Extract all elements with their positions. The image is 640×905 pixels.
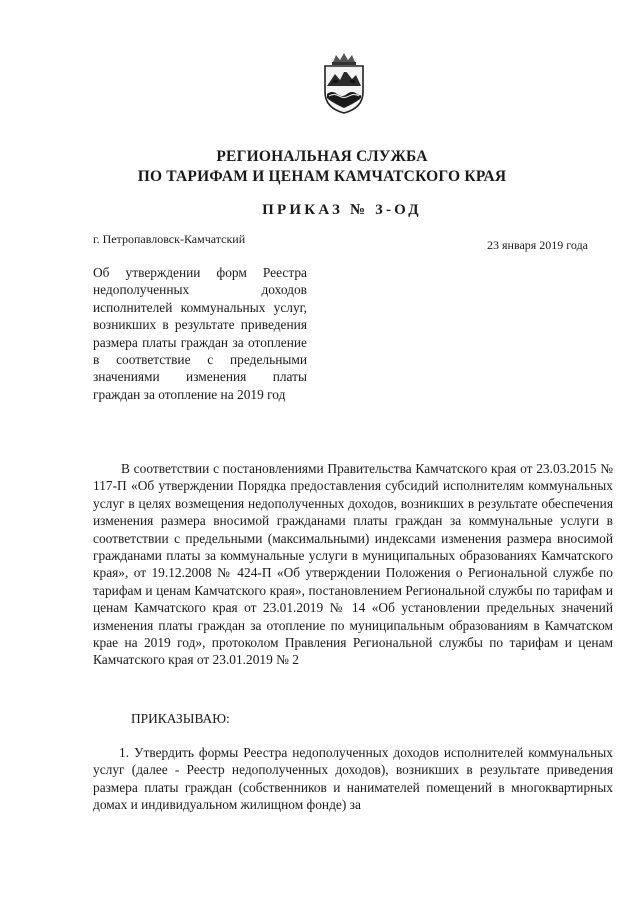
preamble-paragraph: В соответствии с постановлениями Правительства Камчатского края от 23.03.2015 № 117-П «Об утверждении Порядка предоставления субсидий исполнителям коммунальных услуг в целях возмещения недополученных доходов, возникших в результате обеспечения изменения размера вносимой гражданами платы граждан за коммунальные услуги в соответствии с предельными (максимальными) индексами изменения размера вносимой гражданами платы за коммунальные услуги в муниципальных образованиях Камчатского края», от 19.12.2008 № 424-П «Об утверждении Положения о Региональной службе по тарифам и ценам Камчатского края», постановлением Региональной службы по тарифам и ценам Камчатского края от 23.01.2019 № 14 «Об установлении предельных значений изменения платы граждан за отопление по муниципальным образованиям в Камчатском крае на 2019 год», протоколом Правления Региональной службы по тарифам и ценам Камчатского края от 23.01.2019 № 2 (93, 461, 613, 668)
date-label: 23 января 2019 года (487, 238, 589, 252)
order-item-1: 1. Утвердить формы Реестра недополученных доходов исполнителей коммунальных услуг (далее - Реестр недополученных доходов), возникших в результате приведения размера платы граждан (собственников и нанимателей помещений в многоквартирных домах и индивидуальном жилищном фонде) за (93, 745, 613, 813)
order-title: ПРИКАЗ № 3-ОД (262, 202, 422, 218)
org-title-line2: ПО ТАРИФАМ И ЦЕНАМ КАМЧАТСКОГО КРАЯ (137, 168, 507, 185)
org-title-line1: РЕГИОНАЛЬНАЯ СЛУЖБА (216, 148, 428, 165)
coat-of-arms-icon (321, 52, 367, 114)
city-label: г. Петропавловск-Камчатский (93, 232, 246, 246)
order-subject: Об утверждении форм Реестра недополученных доходов исполнителей коммунальных услуг, возникших в результате приведения размера платы граждан за отопление в соответствие с предельными значениями изменения платы граждан за отопление на 2019 год (93, 265, 307, 402)
order-word: ПРИКАЗЫВАЮ: (131, 711, 230, 726)
